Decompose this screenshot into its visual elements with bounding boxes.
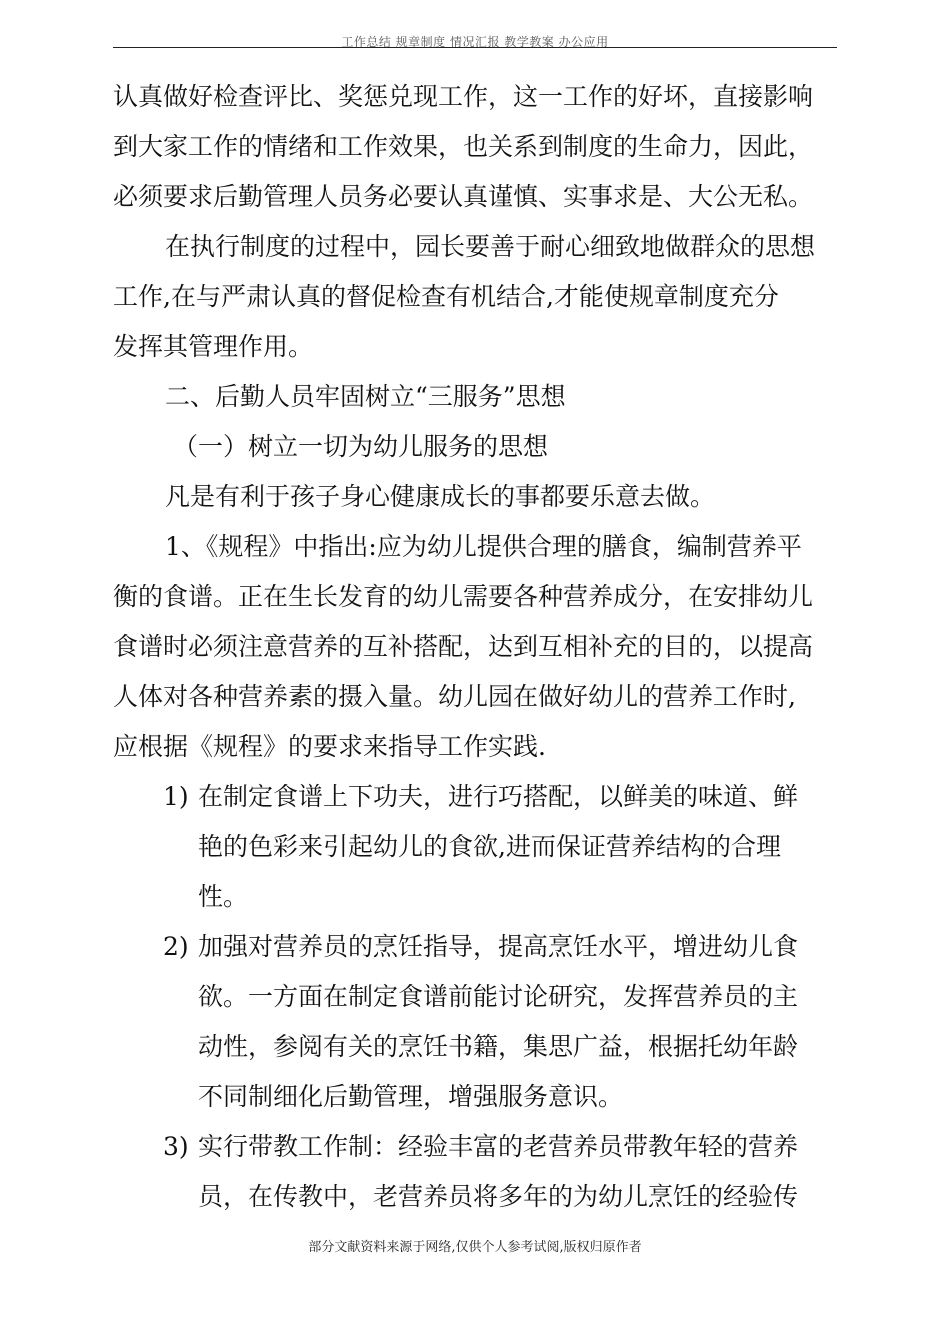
paragraph-line: 凡是有利于孩子身心健康成长的事都要乐意去做。	[165, 482, 716, 511]
list-item-continuation: 艳的色彩来引起幼儿的食欲,进而保证营养结构的合理	[198, 832, 781, 861]
paragraph-line: 发挥其管理作用。	[113, 332, 314, 361]
list-item-text: 在制定食谱上下功夫，进行巧搭配，以鲜美的味道、鲜	[198, 782, 799, 811]
list-item	[113, 772, 835, 822]
list-item-continuation: 动性，参阅有关的烹饪书籍，集思广益，根据托幼年龄	[198, 1032, 799, 1061]
list-marker: 1)	[163, 782, 189, 811]
paragraph-line: 应根据《规程》的要求来指导工作实践.	[113, 732, 546, 761]
page-footer: 部分文献资料来源于网络,仅供个人参考试阅,版权归原作者	[308, 1240, 642, 1255]
list-marker: 2)	[163, 932, 189, 961]
paragraph-line: 人体对各种营养素的摄入量。幼儿园在做好幼儿的营养工作时,	[113, 682, 796, 711]
paragraph-line: 1、《规程》中指出:应为幼儿提供合理的膳食，编制营养平	[165, 532, 802, 561]
list-item-continuation: 欲。一方面在制定食谱前能讨论研究，发挥营养员的主	[198, 982, 799, 1011]
document-body	[113, 72, 835, 1222]
paragraph-line: 到大家工作的情绪和工作效果，也关系到制度的生命力，因此，	[113, 132, 814, 161]
list-item	[113, 922, 835, 972]
list-item-text: 加强对营养员的烹饪指导，提高烹饪水平，增进幼儿食	[198, 932, 799, 961]
list-item	[113, 1122, 835, 1172]
list-item-continuation: 员，在传教中，老营养员将多年的为幼儿烹饪的经验传	[198, 1182, 799, 1211]
paragraph-line: 工作,在与严肃认真的督促检查有机结合,才能使规章制度充分	[113, 282, 779, 311]
page-header: 工作总结 规章制度 情况汇报 教学教案 办公应用	[341, 35, 609, 49]
list-marker: 3)	[163, 1132, 189, 1161]
paragraph-line: 必须要求后勤管理人员务必要认真谨慎、实事求是、大公无私。	[113, 182, 814, 211]
list-item-continuation: 性。	[198, 882, 249, 911]
list-item-continuation: 不同制细化后勤管理，增强服务意识。	[198, 1082, 624, 1111]
paragraph-line: 衡的食谱。正在生长发育的幼儿需要各种营养成分，在安排幼儿	[113, 582, 814, 611]
section-heading: 二、后勤人员牢固树立“三服务”思想	[165, 382, 566, 411]
paragraph-line: 在执行制度的过程中，园长要善于耐心细致地做群众的思想	[165, 232, 816, 261]
paragraph-line: 认真做好检查评比、奖惩兑现工作，这一工作的好坏，直接影响	[113, 82, 814, 111]
list-item-text: 实行带教工作制：经验丰富的老营养员带教年轻的营养	[198, 1132, 799, 1161]
subsection-heading: （一）树立一切为幼儿服务的思想	[173, 432, 549, 461]
header-divider	[113, 47, 837, 48]
paragraph-line: 食谱时必须注意营养的互补搭配，达到互相补充的目的，以提高	[113, 632, 814, 661]
